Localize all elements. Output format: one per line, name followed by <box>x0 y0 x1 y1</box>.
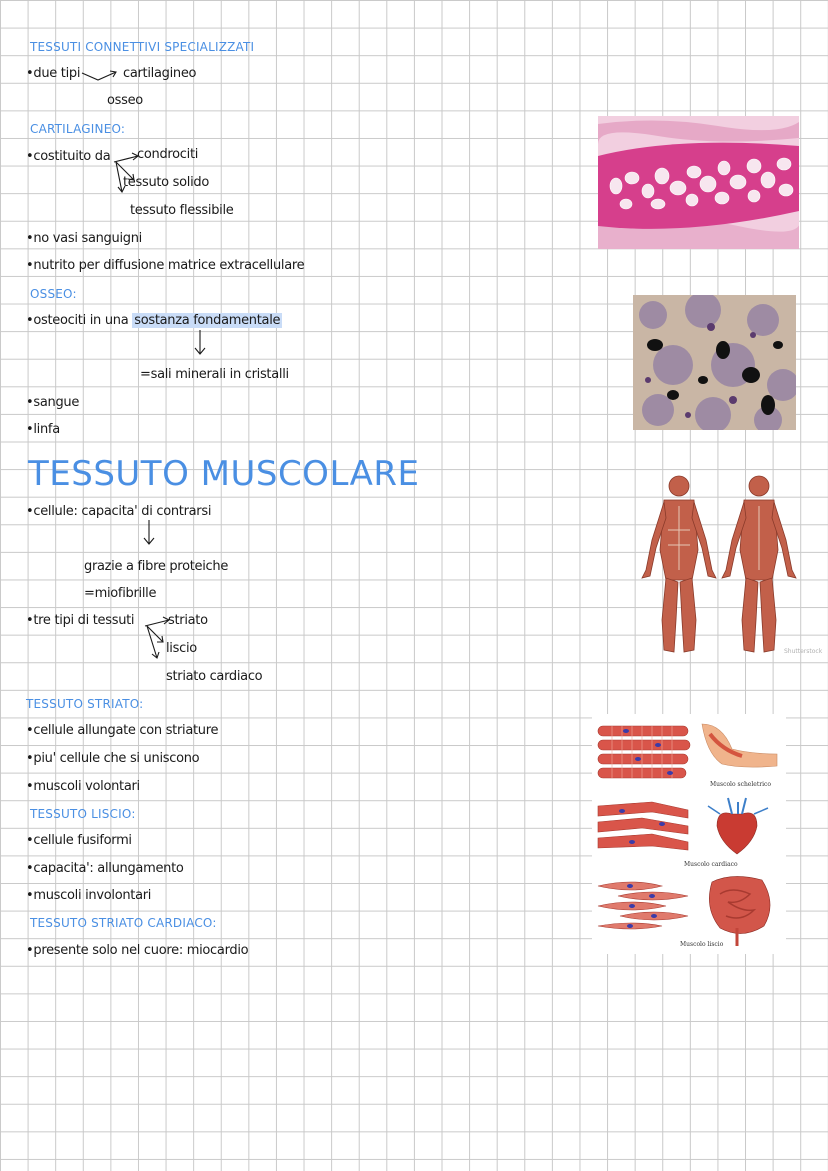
heading-muscolare: TESSUTO MUSCOLARE <box>28 454 420 494</box>
osseo-bullet-sangue: •sangue <box>26 395 80 410</box>
muscle-type-liscio: liscio <box>166 641 197 656</box>
muscle-myofib: =miofibrille <box>84 586 157 601</box>
cart-bullet-nutrito: •nutrito per diffusione matrice extracellulare <box>26 258 305 273</box>
liscio-bullet-2: •capacita': allungamento <box>26 861 184 876</box>
muscle-type-striato: striato <box>168 613 208 628</box>
osseo-bullet-linfa: •linfa <box>26 422 60 437</box>
cartilage-histology-image <box>598 116 799 249</box>
muscle-thanks: grazie a fibre proteiche <box>84 559 229 574</box>
heading-liscio: TESSUTO LISCIO: <box>30 807 136 821</box>
osseo-lead-text: •osteociti in una <box>26 313 129 328</box>
liscio-bullet-3: •muscoli involontari <box>26 888 152 903</box>
heading-cartilagineo: CARTILAGINEO: <box>30 122 126 136</box>
type-cartilagineo: cartilagineo <box>123 66 197 81</box>
muscle-types-lead: •tre tipi di tessuti <box>26 613 135 628</box>
branch-arrow-icon <box>80 68 120 86</box>
muscle-type-cardiaco: striato cardiaco <box>166 669 263 684</box>
types-lead: •due tipi <box>26 66 81 81</box>
down-arrow-icon <box>194 330 206 358</box>
bone-histology-image <box>633 295 796 430</box>
striato-bullet-2: •piu' cellule che si uniscono <box>26 751 200 766</box>
down-arrow-icon <box>143 520 155 548</box>
osseo-lead <box>26 313 282 329</box>
highlight-sostanza: sostanza fondamentale <box>134 313 281 328</box>
heading-connettivi: TESSUTI CONNETTIVI SPECIALIZZATI <box>30 40 255 54</box>
type-osseo: osseo <box>107 93 143 108</box>
cart-item-flessibile: tessuto flessibile <box>130 203 234 218</box>
striato-bullet-1: •cellule allungate con striature <box>26 723 219 738</box>
osseo-result: =sali minerali in cristalli <box>140 367 289 382</box>
cart-item-condrociti: condrociti <box>137 147 199 162</box>
shutterstock-watermark: Shutterstock <box>784 648 823 655</box>
cart-bullet-vasi: •no vasi sanguigni <box>26 231 142 246</box>
liscio-bullet-1: •cellule fusiformi <box>26 833 132 848</box>
muscle-types-drawing <box>592 714 786 954</box>
heading-striato: TESSUTO STRIATO: <box>26 697 144 711</box>
cart-item-solido: tessuto solido <box>123 175 210 190</box>
label-cardiaco: Muscolo cardiaco <box>684 861 738 868</box>
muscular-system-image <box>634 470 826 656</box>
label-scheletrico: Muscolo scheletrico <box>710 781 771 788</box>
heading-osseo: OSSEO: <box>30 287 77 301</box>
muscle-types-image <box>592 714 786 954</box>
heading-cardiaco: TESSUTO STRIATO CARDIACO: <box>30 916 217 930</box>
cart-lead: •costituito da <box>26 149 111 164</box>
label-liscio: Muscolo liscio <box>680 941 724 948</box>
striato-bullet-3: •muscoli volontari <box>26 779 140 794</box>
cardiaco-bullet-1: •presente solo nel cuore: miocardio <box>26 943 249 958</box>
muscle-cells: •cellule: capacita' di contrarsi <box>26 504 212 519</box>
